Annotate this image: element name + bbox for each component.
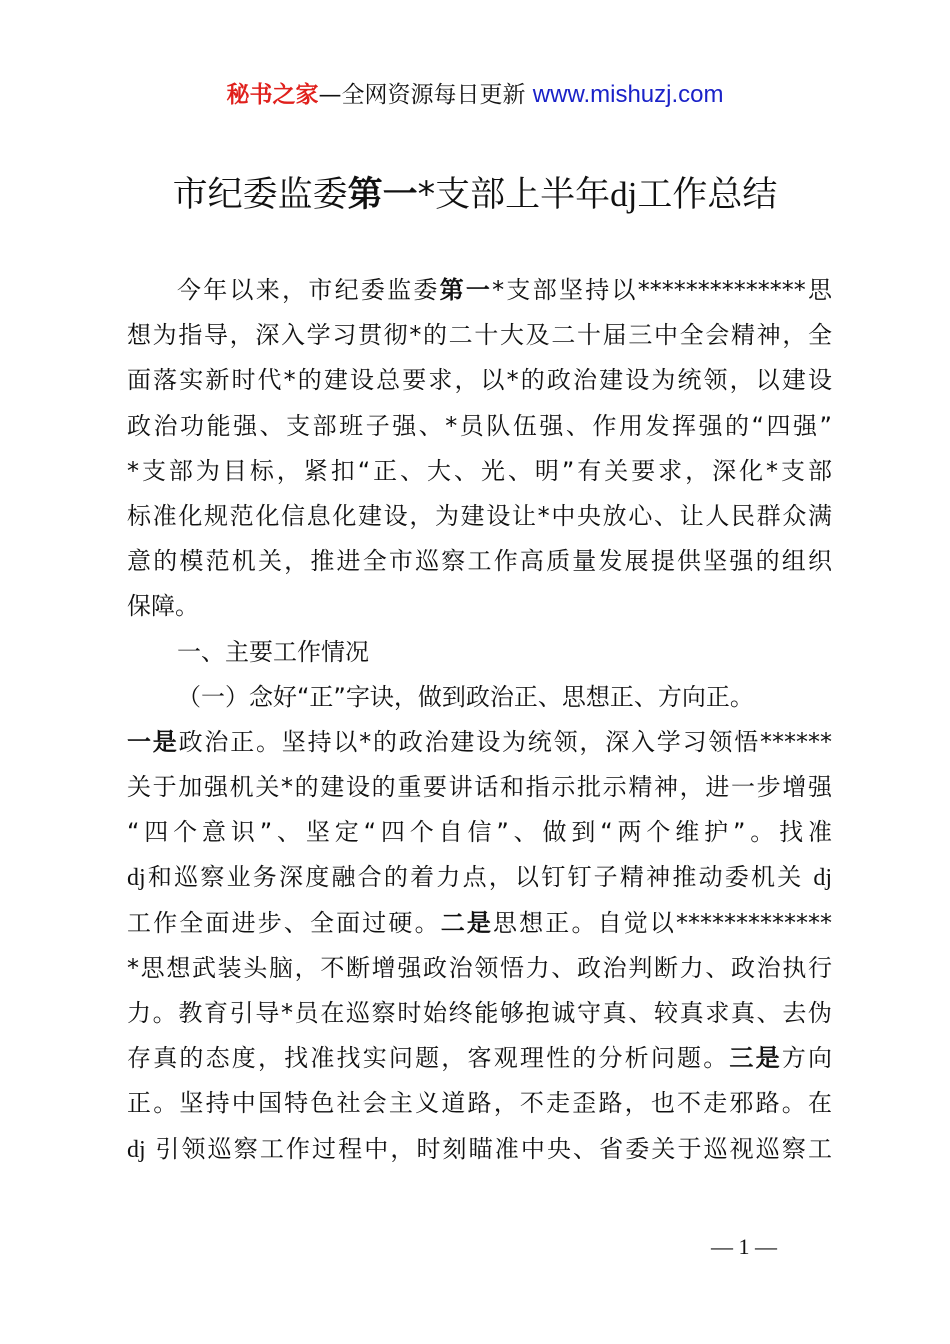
title-part: *支部上半年 <box>417 175 611 215</box>
text-run: 思想正。自觉以************* <box>493 908 833 937</box>
bold-run: 二是 <box>440 908 494 937</box>
paragraph-line: 正。坚持中国特色社会主义道路，不走歪路，也不走邪路。在 <box>127 1089 832 1118</box>
title-part-latin: dj <box>610 175 638 214</box>
paragraph-line: 意的模范机关，推进全市巡察工作高质量发展提供坚强的组织 <box>127 547 832 576</box>
text-run: 方向 <box>781 1044 833 1073</box>
paragraph-line: 面落实新时代*的建设总要求，以*的政治建设为统领，以建设 <box>127 366 832 395</box>
site-header <box>0 78 950 112</box>
title-part-bold: 第一 <box>347 175 418 215</box>
paragraph-line <box>127 1127 832 1172</box>
bold-run: 第一 <box>439 276 493 304</box>
paragraph-line: *支部为目标，紧扣“正、大、光、明”有关要求，深化*支部 <box>127 456 832 485</box>
paragraph-line <box>127 901 832 946</box>
paragraph-line: 想为指导，深入学习贯彻*的二十大及二十届三中全会精神，全 <box>127 321 832 350</box>
title-part: 工作总结 <box>637 175 778 215</box>
bold-run: 三是 <box>729 1044 782 1073</box>
site-url-link[interactable]: www.mishuzj.com <box>532 81 724 108</box>
document-body <box>127 268 832 1172</box>
paragraph-line: 政治功能强、支部班子强、*员队伍强、作用发挥强的“四强” <box>127 411 832 440</box>
subsection-heading: （一）念好“正”字诀，做到政治正、思想正、方向正。 <box>177 682 754 711</box>
document-title <box>0 170 950 220</box>
text-run: 工作全面进步、全面过硬。 <box>127 908 441 937</box>
latin-run: dj <box>127 1136 146 1163</box>
paragraph-line <box>127 268 832 313</box>
paragraph-line: 标准化规范化信息化建设，为建设让*中央放心、让人民群众满 <box>127 501 832 530</box>
text-run: 和巡察业务深度融合的着力点，以钉钉子精神推动委机关 <box>145 863 804 892</box>
paragraph-line: 力。教育引导*员在巡察时始终能够抱诚守真、较真求真、去伪 <box>127 999 832 1027</box>
paragraph-line: *思想武装头脑，不断增强政治领悟力、政治判断力、政治执行 <box>127 953 832 982</box>
text-run: 政治正。坚持以*的政治建设为统领，深入学习领悟****** <box>178 727 833 756</box>
paragraph-line: 保障。 <box>127 592 199 621</box>
paragraph-line: 关于加强机关*的建设的重要讲话和指示批示精神，进一步增强 <box>127 773 832 802</box>
text-run: 今年以来，市纪委监委 <box>177 276 440 304</box>
latin-run: dj <box>127 865 146 892</box>
text-run: 存真的态度，找准找实问题，客观理性的分析问题。 <box>127 1044 730 1073</box>
site-slogan: —全网资源每日更新 <box>318 82 526 108</box>
page-number: — 1 — <box>711 1234 777 1259</box>
bold-run: 一是 <box>127 727 179 756</box>
paragraph-line <box>127 1036 832 1081</box>
site-brand: 秘书之家 <box>226 82 319 108</box>
paragraph-line <box>127 720 832 765</box>
paragraph-line <box>127 855 832 900</box>
latin-run: dj <box>813 865 832 892</box>
paragraph-line: “四个意识”、坚定“四个自信”、做到“两个维护”。找准 <box>127 818 832 847</box>
text-run: *支部坚持以**************思 <box>492 276 833 304</box>
section-heading: 一、主要工作情况 <box>177 637 369 666</box>
text-run: 引领巡察工作过程中，时刻瞄准中央、省委关于巡视巡察工 <box>155 1134 832 1163</box>
title-part: 市纪委监委 <box>172 175 348 215</box>
